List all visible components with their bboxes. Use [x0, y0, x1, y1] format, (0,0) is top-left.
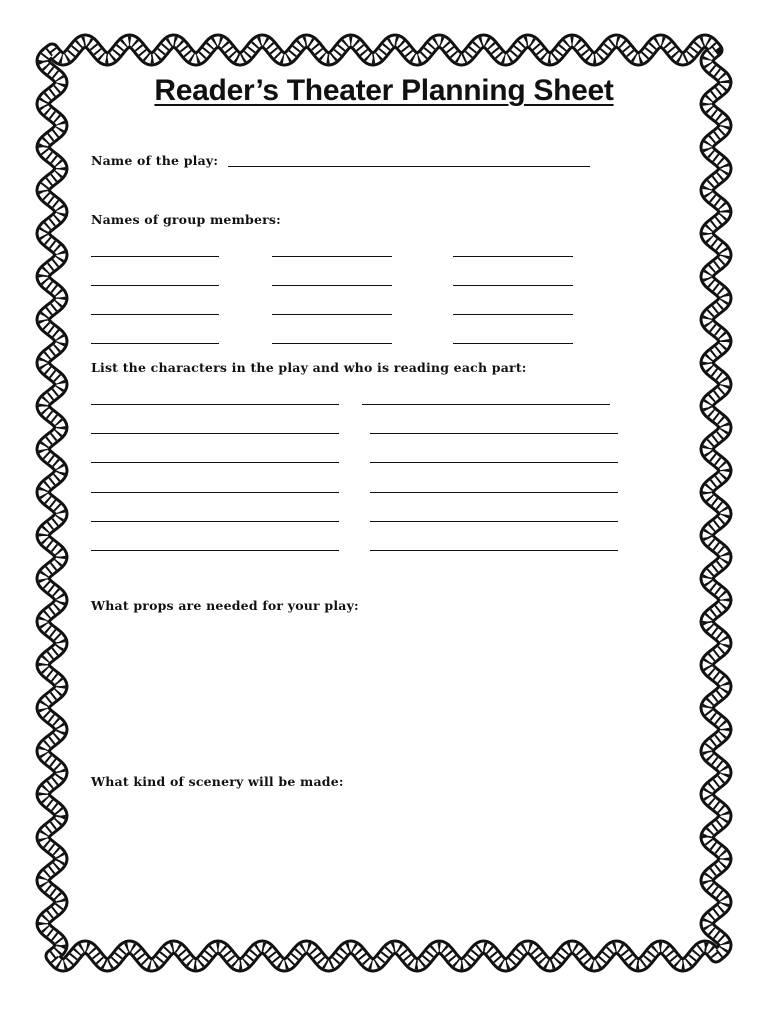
- scenery-label: What kind of scenery will be made:: [91, 774, 344, 789]
- props-answer-area[interactable]: [91, 622, 621, 762]
- reader-blank-line[interactable]: [370, 492, 618, 493]
- group-member-blank-line[interactable]: [272, 285, 392, 286]
- group-member-blank-line[interactable]: [453, 314, 573, 315]
- reader-blank-line[interactable]: [370, 462, 618, 463]
- play-name-label: Name of the play:: [91, 153, 219, 168]
- group-member-blank-line[interactable]: [453, 343, 573, 344]
- group-members-label: Names of group members:: [91, 212, 281, 227]
- group-member-blank-line[interactable]: [453, 256, 573, 257]
- reader-blank-line[interactable]: [370, 521, 618, 522]
- props-label: What props are needed for your play:: [91, 598, 359, 613]
- group-member-blank-line[interactable]: [91, 256, 219, 257]
- character-blank-line[interactable]: [91, 550, 339, 551]
- group-member-blank-line[interactable]: [272, 256, 392, 257]
- group-member-blank-line[interactable]: [91, 343, 219, 344]
- scenery-answer-area[interactable]: [91, 798, 621, 928]
- character-blank-line[interactable]: [91, 521, 339, 522]
- character-blank-line[interactable]: [91, 404, 339, 405]
- characters-label: List the characters in the play and who is reading each part:: [91, 360, 527, 375]
- group-member-blank-line[interactable]: [91, 314, 219, 315]
- character-blank-line[interactable]: [91, 462, 339, 463]
- group-member-blank-line[interactable]: [91, 285, 219, 286]
- page-title: Reader’s Theater Planning Sheet: [154, 74, 614, 107]
- reader-blank-line[interactable]: [370, 550, 618, 551]
- play-name-blank-line[interactable]: [228, 166, 590, 167]
- group-member-blank-line[interactable]: [453, 285, 573, 286]
- group-member-blank-line[interactable]: [272, 314, 392, 315]
- character-blank-line[interactable]: [91, 433, 339, 434]
- group-member-blank-line[interactable]: [272, 343, 392, 344]
- character-blank-line[interactable]: [91, 492, 339, 493]
- reader-blank-line[interactable]: [362, 404, 610, 405]
- reader-blank-line[interactable]: [370, 433, 618, 434]
